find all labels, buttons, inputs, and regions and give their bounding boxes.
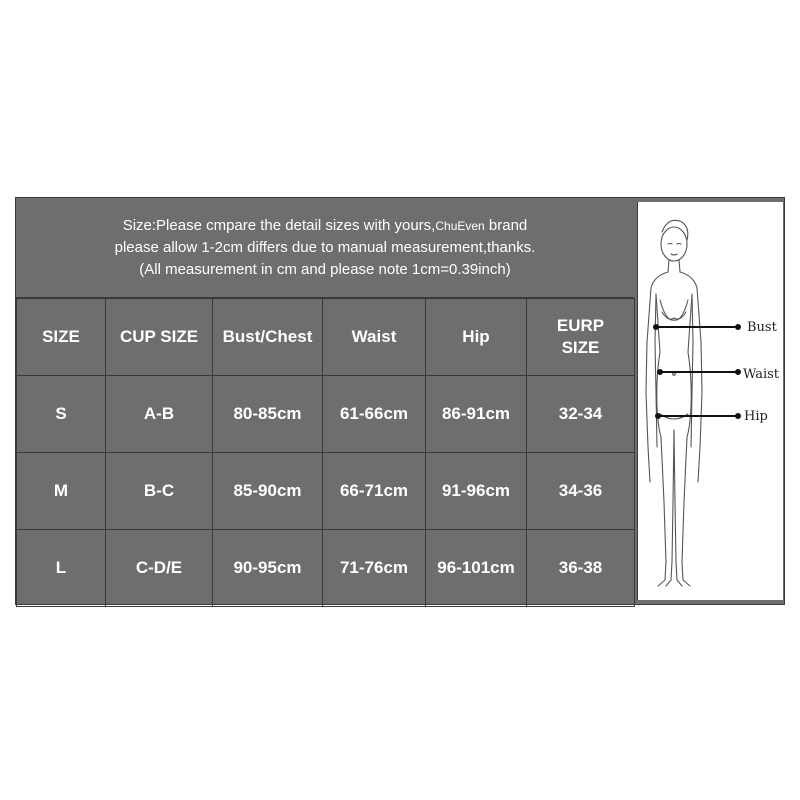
cell-hip: 86-91cm (426, 376, 527, 453)
cell-bust: 85-90cm (213, 453, 323, 530)
note-line-1-text: Size:Please cmpare the detail sizes with yours, (122, 216, 436, 234)
note-line-2: please allow 1-2cm differs due to manual measurement,thanks. (114, 238, 536, 256)
cell-bust: 90-95cm (213, 530, 323, 607)
note-line-3: (All measurement in cm and please note 1cm=0.39inch) (139, 260, 511, 278)
header-cup-size: CUP SIZE (106, 299, 213, 376)
table-row (17, 530, 635, 607)
cell-eurp-size: 36-38 (527, 530, 635, 607)
header-eurp: EURP (556, 316, 605, 335)
header-eurp-size-word: SIZE (561, 338, 600, 357)
cell-cup-size: A-B (106, 376, 213, 453)
header-size: SIZE (17, 299, 106, 376)
cell-bust: 80-85cm (213, 376, 323, 453)
table-row (17, 376, 635, 453)
size-table (16, 298, 635, 607)
header-waist: Waist (323, 299, 426, 376)
header-bust-chest: Bust/Chest (213, 299, 323, 376)
cell-size: S (17, 376, 106, 453)
size-chart (15, 197, 785, 605)
cell-waist: 71-76cm (323, 530, 426, 607)
body-measurement-figure (637, 202, 783, 600)
cell-cup-size: C-D/E (106, 530, 213, 607)
hip-label: Hip (744, 409, 768, 424)
cell-eurp-size: 32-34 (527, 376, 635, 453)
cell-waist: 61-66cm (323, 376, 426, 453)
waist-label: Waist (743, 367, 780, 382)
cell-hip: 96-101cm (426, 530, 527, 607)
cell-waist: 66-71cm (323, 453, 426, 530)
cell-hip: 91-96cm (426, 453, 527, 530)
header-eurp-size (527, 299, 635, 376)
table-header-row (17, 299, 635, 376)
header-hip: Hip (426, 299, 527, 376)
size-note (16, 198, 634, 298)
cell-eurp-size: 34-36 (527, 453, 635, 530)
cell-size: M (17, 453, 106, 530)
cell-cup-size: B-C (106, 453, 213, 530)
bust-label: Bust (747, 320, 777, 335)
note-line-1 (123, 215, 528, 237)
note-line-1-suffix: brand (484, 216, 528, 234)
table-row (17, 453, 635, 530)
brand-name: ChuEven (435, 218, 485, 233)
cell-size: L (17, 530, 106, 607)
body-outline-illustration (638, 202, 783, 600)
